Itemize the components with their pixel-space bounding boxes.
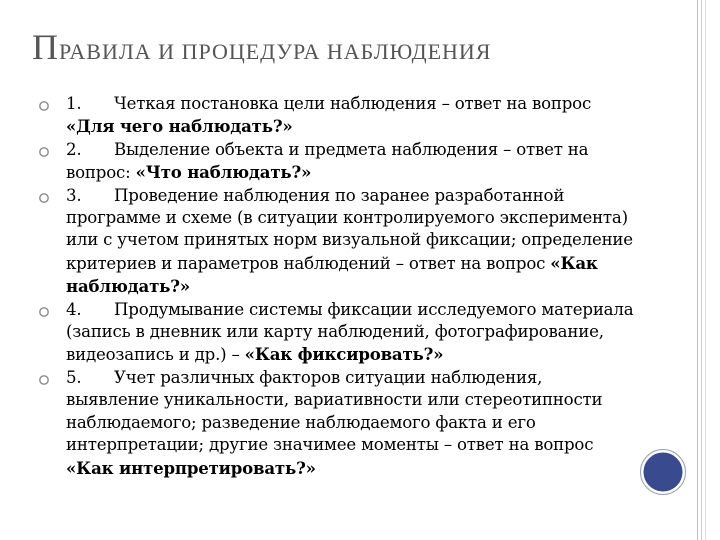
decorative-line [701, 0, 702, 540]
list-item [38, 185, 638, 299]
title-first-letter: П [32, 27, 59, 67]
item-body: Учет различных факторов ситуации наблюдения, выявление уникальности, вариативности или стереотипности наблюдаемого; разведение наблюдаемого факта и его интерпретации; другие значимее моменты – ответ на вопрос [66, 367, 603, 455]
list-item [38, 299, 638, 367]
list-item-text [66, 299, 638, 367]
item-question: «Как интерпретировать?» [66, 457, 316, 478]
decorative-line [697, 0, 698, 540]
list-item-text [66, 367, 638, 480]
circle-hollow-icon [38, 146, 50, 158]
list-item-text [66, 93, 638, 139]
list-item [38, 139, 638, 185]
item-body: Проведение наблюдения по заранее разработанной программе и схеме (в ситуации контролируемого эксперимента) или с учетом принятых норм визуальной фиксации; определение критериев и параметров наблюдений – ответ на вопрос [66, 185, 633, 273]
item-number: 4. [66, 299, 82, 319]
list-item [38, 93, 638, 139]
slide-title [32, 26, 692, 70]
decorative-line [705, 0, 706, 540]
item-question: «Что наблюдать?» [135, 162, 312, 183]
item-number: 1. [66, 94, 82, 113]
decorative-circle-icon [640, 449, 686, 495]
item-number: 3. [66, 185, 82, 205]
item-question: «Для чего наблюдать?» [66, 116, 293, 137]
rules-list [38, 93, 638, 480]
circle-hollow-icon [38, 306, 50, 318]
circle-hollow-icon [38, 192, 50, 204]
item-body: Четкая постановка цели наблюдения – ответ на вопрос [114, 94, 592, 113]
list-item-text [66, 139, 638, 185]
title-text: РАВИЛА И ПРОЦЕДУРА НАБЛЮДЕНИЯ [59, 39, 492, 64]
item-number: 2. [66, 139, 82, 159]
circle-hollow-icon [38, 100, 50, 112]
item-question: «Как фиксировать?» [244, 344, 444, 365]
item-body: Выделение объекта и предмета наблюдения – ответ на вопрос: [66, 139, 589, 183]
item-number: 5. [66, 367, 82, 387]
item-body: Продумывание системы фиксации исследуемого материала (запись в дневник или карту наблюдений, фотографирование, видеозапись и др.) – [66, 299, 634, 365]
list-item-text [66, 185, 638, 299]
item-question: «Как наблюдать?» [66, 252, 598, 297]
list-item [38, 367, 638, 480]
circle-hollow-icon [38, 374, 50, 386]
